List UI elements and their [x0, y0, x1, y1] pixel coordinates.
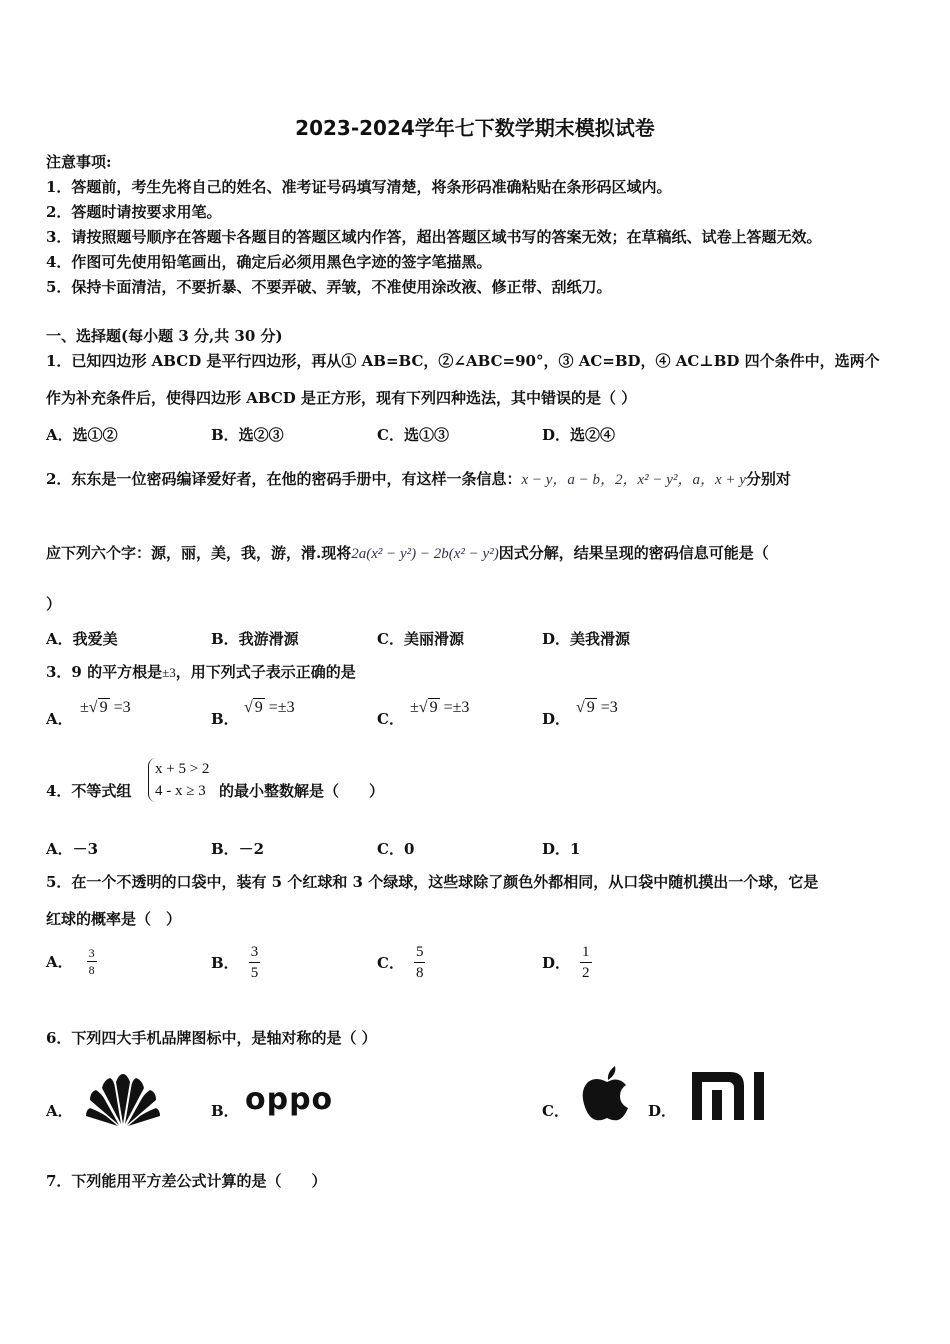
q3-expr-c: ±√ 9 =±3: [410, 699, 470, 716]
page-title: 2023-2024学年七下数学期末模拟试卷: [295, 116, 655, 140]
q3-label-c: C．: [377, 710, 404, 728]
q1-line1: 1．已知四边形 ABCD 是平行四边形，再从① AB=BC，②∠ABC=90°，③ AC=BD，④ AC⊥BD 四个条件中，选两个: [46, 352, 880, 370]
q1-option-c: C．选①③: [377, 426, 449, 444]
notes-heading: 注意事项:: [46, 153, 112, 171]
q3-expr-a: ±√ 9 =3: [80, 699, 131, 716]
q2-post: 分别对: [745, 470, 791, 488]
q2-option-d: D．美我滑源: [542, 630, 631, 648]
q3-label-d: D．: [542, 710, 571, 728]
q1-option-b: B．选②③: [211, 426, 284, 444]
q3-expr-d: √ 9 =3: [576, 699, 618, 716]
note-item: 4．作图可先使用铅笔画出，确定后必须用黑色字迹的签字笔描黑。: [46, 253, 492, 271]
q4-option-c: C．0: [377, 840, 415, 858]
q2-option-b: B．我游滑源: [211, 630, 299, 648]
q4-pre: 4．不等式组: [46, 782, 132, 800]
q5-option-c: C． $\frac{5}{8}$: [377, 944, 424, 981]
q5-line1: 5．在一个不透明的口袋中，装有 5 个红球和 3 个绿球，这些球除了颜色外都相同，从口袋中随机摸出一个球，它是: [46, 873, 819, 891]
q4-option-b: B．－2: [211, 840, 265, 858]
q7-text: 7．下列能用平方差公式计算的是（ ）: [46, 1172, 327, 1190]
q4-post: 的最小整数解是（ ）: [219, 782, 385, 800]
q2-option-a: A．我爱美: [46, 630, 118, 648]
q5-option-b: B． $\frac{3}{5}$: [211, 944, 259, 981]
q4-ineq2: 4 - x ≥ 3: [155, 783, 206, 799]
q2-option-c: C．美丽滑源: [377, 630, 464, 648]
section-heading: 一、选择题(每小题 3 分,共 30 分): [46, 327, 283, 345]
q3-post: ，用下列式子表示正确的是: [175, 663, 356, 681]
note-item: 5．保持卡面清洁，不要折暴、不要弄破、弄皱，不准使用涂改液、修正带、刮纸刀。: [46, 278, 612, 296]
q3-line: [46, 662, 356, 683]
q4-inequality-system: [148, 758, 209, 802]
q6-label-c: C．: [542, 1102, 569, 1120]
q6-label-a: A．: [46, 1102, 73, 1120]
mi-logo-icon: [690, 1072, 776, 1120]
q3-pre: 3．9 的平方根是: [46, 663, 163, 681]
q2-line2-pre: 应下列六个字：源，丽，美，我，游，滑.现将: [46, 544, 352, 562]
q6-label-d: D．: [648, 1102, 677, 1120]
q3-label-b: B．: [211, 710, 239, 728]
huawei-logo-icon: [86, 1072, 160, 1128]
q3-pm3: ±3: [162, 665, 176, 680]
q2-expr2: 2a(x² − y²) − 2b(x² − y²): [351, 546, 499, 562]
q5-option-a: A． $\frac{3}{8}$: [46, 946, 95, 977]
q1-option-a: A．选①②: [46, 426, 118, 444]
oppo-logo: oppo: [245, 1082, 334, 1117]
q6-label-b: B．: [211, 1102, 239, 1120]
q2-line2-post: 因式分解，结果呈现的密码信息可能是（: [498, 544, 769, 562]
apple-logo-icon: [582, 1066, 632, 1122]
q1-option-d: D．选②④: [542, 426, 616, 444]
q6-text: 6．下列四大手机品牌图标中，是轴对称的是（ ）: [46, 1029, 377, 1047]
q2-expr: x − y，a − b，2，x² − y²，a，x + y: [521, 472, 746, 488]
note-item: 3．请按照题号顺序在答题卡各题目的答题区域内作答，超出答题区域书写的答案无效；在草稿纸、试卷上答题无效。: [46, 228, 822, 246]
q2-pre: 2．东东是一位密码编译爱好者，在他的密码手册中，有这样一条信息：: [46, 470, 522, 488]
q5-line2: 红球的概率是（ ）: [46, 910, 182, 928]
q3-expr-b: √ 9 =±3: [244, 699, 295, 716]
q5-option-d: D． $\frac{1}{2}$: [542, 944, 590, 981]
q2-line1: [46, 469, 791, 490]
q4-ineq1: x + 5 > 2: [155, 761, 210, 777]
q3-label-a: A．: [46, 710, 73, 728]
q2-line2: [46, 543, 769, 564]
q1-line2: 作为补充条件后，使得四边形 ABCD 是正方形，现有下列四种选法，其中错误的是（ ）: [46, 389, 637, 407]
note-item: 2．答题时请按要求用笔。: [46, 203, 222, 221]
note-item: 1．答题前，考生先将自己的姓名、准考证号码填写清楚，将条形码准确粘贴在条形码区域内。: [46, 178, 672, 196]
q4-option-a: A．－3: [46, 840, 99, 858]
q4-option-d: D．1: [542, 840, 581, 858]
q2-line3: ）: [46, 595, 62, 613]
